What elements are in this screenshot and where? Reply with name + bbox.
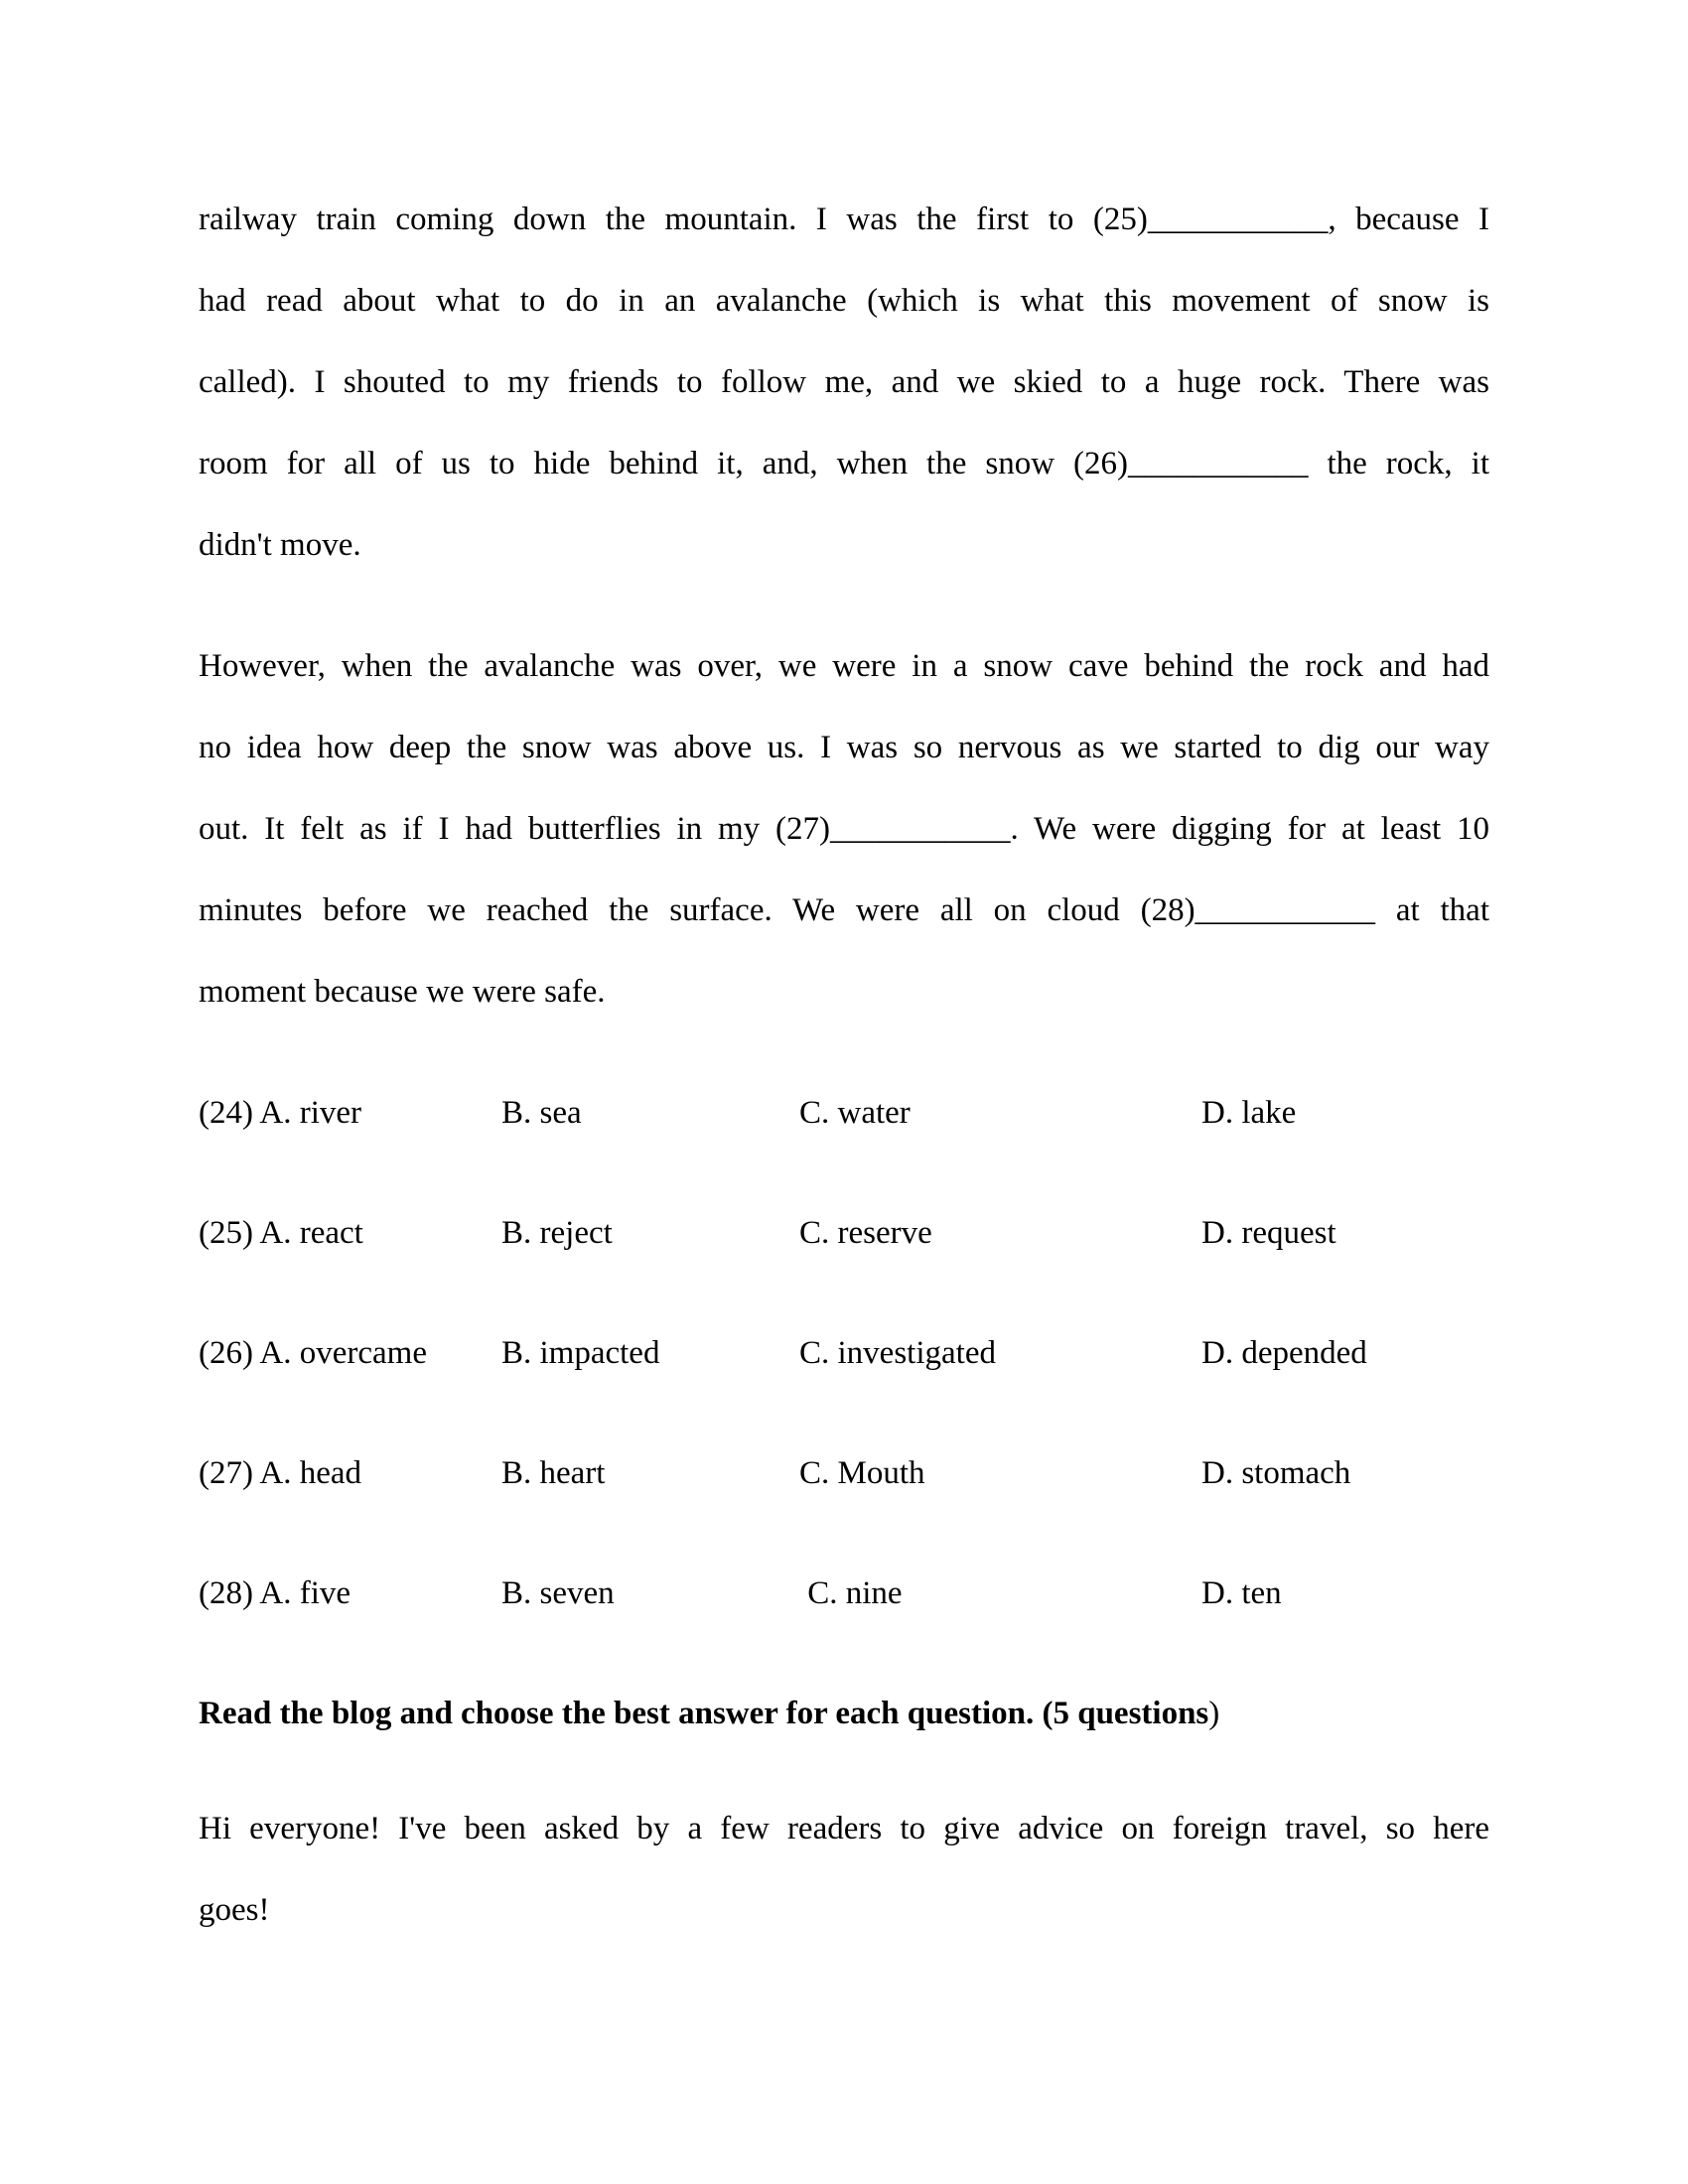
section-heading-text: Read the blog and choose the best answer for each question. (5 questions [199,1696,1209,1731]
question-option-a: (26) A. overcame [199,1335,427,1371]
passage-line: moment because we were safe. [199,974,606,1010]
question-row-26 [199,1312,1489,1394]
section-heading-tail: ) [1208,1696,1220,1731]
passage-line: out. It felt as if I had butterflies in my (27)___________. We were digging for at least 10 [199,811,1489,847]
question-list [199,1072,1489,1634]
passage-line: However, when the avalanche was over, we were in a snow cave behind the rock and had [199,648,1489,684]
passage-line: called). I shouted to my friends to follow me, and we skied to a huge rock. There was [199,364,1489,400]
question-option-d: D. request [1201,1215,1336,1251]
question-option-c: C. water [799,1095,911,1131]
passage-line: railway train coming down the mountain. I was the first to (25)___________, because I [199,202,1489,237]
question-option-d: D. lake [1201,1095,1297,1131]
passage-paragraph-2 [199,625,1489,1032]
passage-line: didn't move. [199,527,361,563]
question-row-28 [199,1553,1489,1634]
passage-line: minutes before we reached the surface. We were all on cloud (28)___________ at that [199,892,1489,928]
question-option-b: B. reject [501,1215,613,1251]
question-option-a: (27) A. head [199,1455,362,1491]
question-option-a: (24) A. river [199,1095,362,1131]
passage-line: room for all of us to hide behind it, and, when the snow (26)___________ the rock, it [199,446,1489,481]
passage-line: had read about what to do in an avalanche (which is what this movement of snow is [199,283,1489,319]
question-row-27 [199,1433,1489,1514]
question-option-a: (28) A. five [199,1575,352,1611]
question-option-d: D. stomach [1201,1455,1351,1491]
passage-line: goes! [199,1892,270,1928]
section-heading [199,1673,1489,1754]
question-option-c: C. investigated [799,1335,996,1371]
question-option-c: C. nine [799,1575,903,1611]
passage-line: Hi everyone! I've been asked by a few readers to give advice on foreign travel, so here [199,1811,1489,1846]
question-option-b: B. impacted [501,1335,660,1371]
passage-paragraph-1 [199,179,1489,586]
question-option-d: D. depended [1201,1335,1367,1371]
question-option-b: B. sea [501,1095,582,1131]
question-option-b: B. seven [501,1575,615,1611]
question-option-c: C. reserve [799,1215,932,1251]
question-row-24 [199,1072,1489,1154]
question-option-d: D. ten [1201,1575,1282,1611]
question-option-a: (25) A. react [199,1215,363,1251]
question-row-25 [199,1192,1489,1274]
blog-intro-paragraph [199,1788,1489,1951]
question-option-c: C. Mouth [799,1455,925,1491]
question-option-b: B. heart [501,1455,606,1491]
passage-line: no idea how deep the snow was above us. I was so nervous as we started to dig our way [199,730,1489,765]
